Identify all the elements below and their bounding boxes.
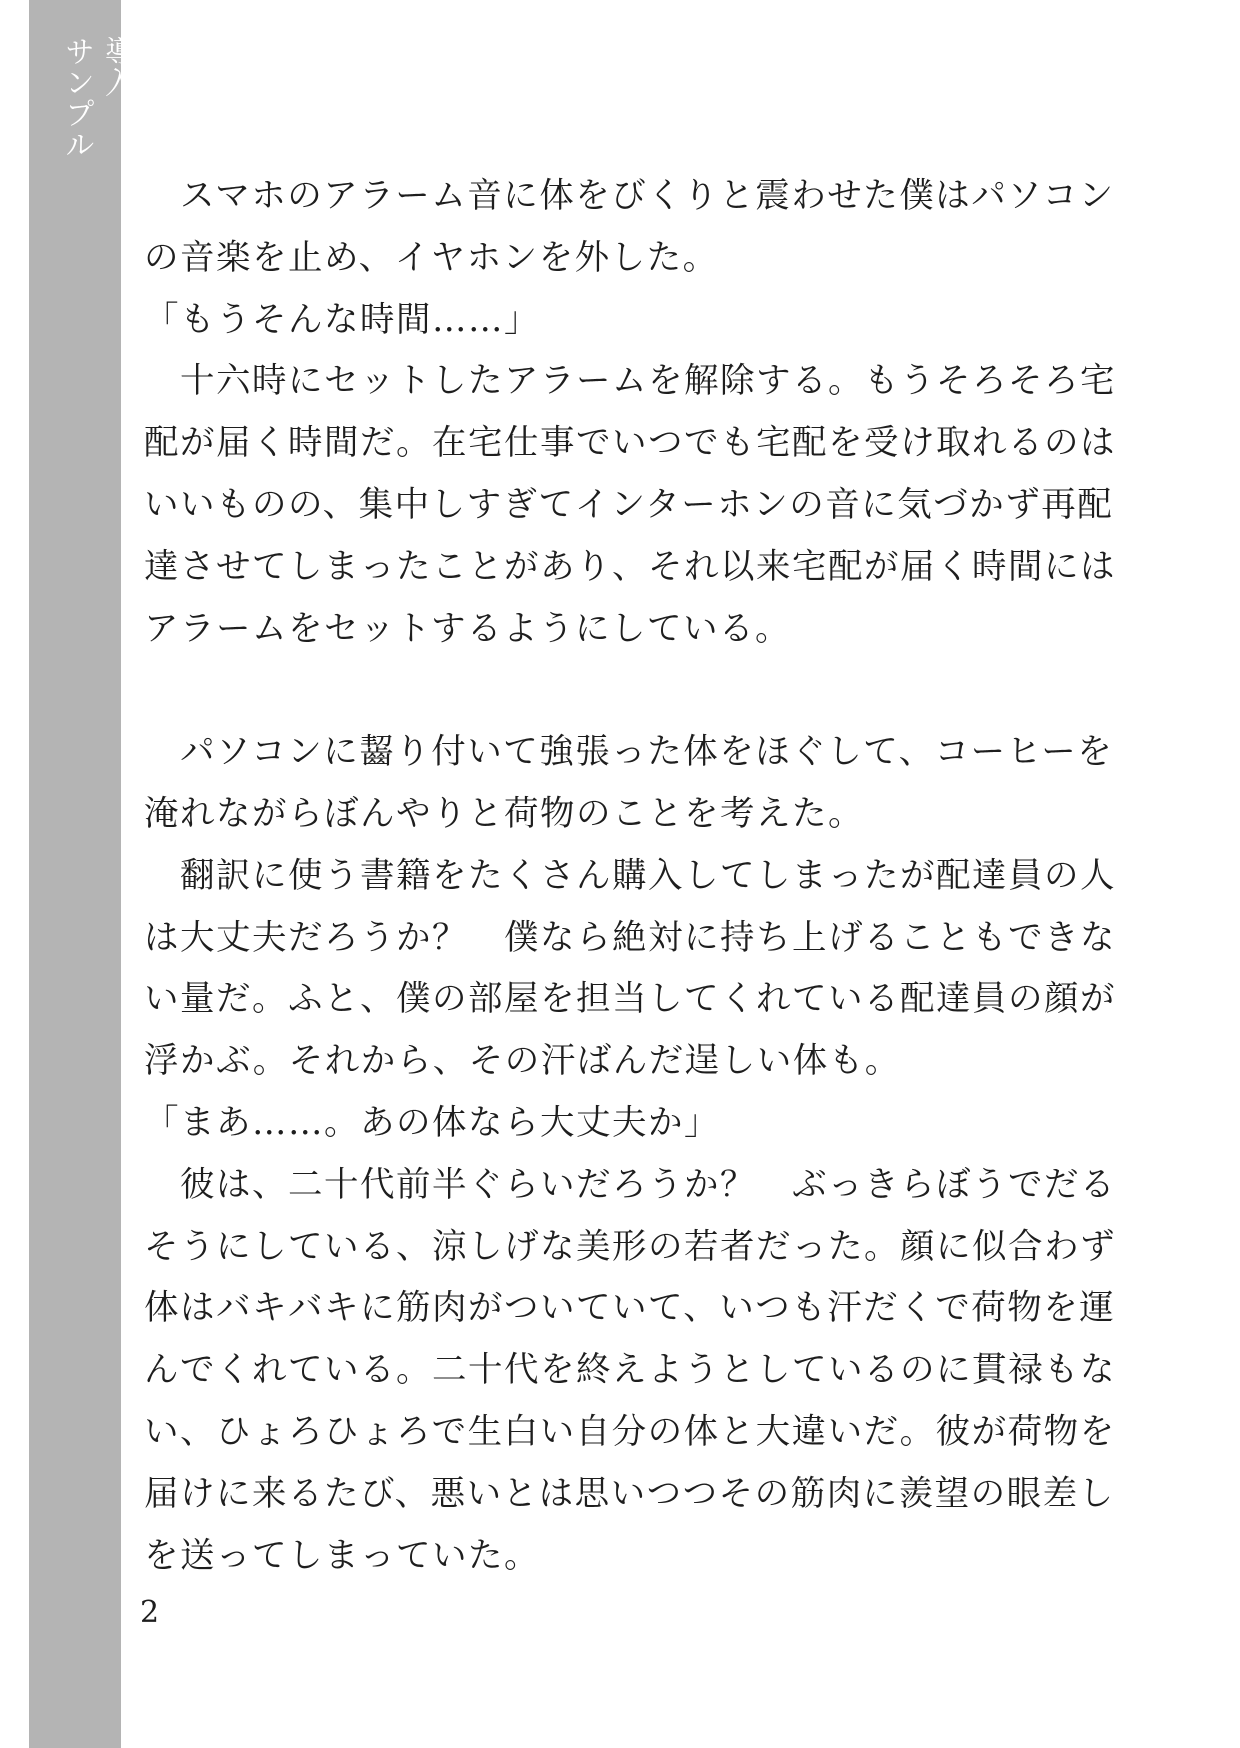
text-line: の音楽を止め、イヤホンを外した。 xyxy=(144,237,719,278)
text-line: 「まあ……。あの体なら大丈夫か」 xyxy=(144,1102,720,1143)
text-line: 十六時にセットしたアラームを解除する。もうそろそろ宅 xyxy=(144,361,1116,402)
text-line: そうにしている、涼しげな美形の若者だった。顔に似合わず xyxy=(144,1226,1116,1267)
text-line: 翻訳に使う書籍をたくさん購入してしまったが配達員の人 xyxy=(144,855,1116,896)
text-line: い量だ。ふと、僕の部屋を担当してくれている配達員の顔が xyxy=(144,979,1116,1020)
tab-label-intro: 導入 xyxy=(99,36,134,98)
text-line: い、ひょろひょろで生白い自分の体と大違いだ。彼が荷物を xyxy=(144,1411,1116,1452)
text-line: スマホのアラーム音に体をびくりと震わせた僕はパソコン xyxy=(144,176,1115,216)
section-tab xyxy=(29,0,134,205)
blank-line xyxy=(144,660,1100,722)
text-line: 体はバキバキに筋肉がついていて、いつも汗だくで荷物を運 xyxy=(144,1288,1116,1329)
text-line: んでくれている。二十代を終えようとしているのに貫禄もな xyxy=(144,1350,1116,1391)
text-line: 淹れながらぼんやりと荷物のことを考えた。 xyxy=(144,793,864,834)
tab-label-sample: サンプル xyxy=(59,36,94,160)
text-line: 「もうそんな時間……」 xyxy=(144,299,540,340)
text-line: 届けに来るたび、悪いとは思いつつその筋肉に羨望の眼差し xyxy=(144,1473,1115,1514)
text-line: 彼は、二十代前半ぐらいだろうか？ ぶっきらぼうでだる xyxy=(144,1164,1116,1205)
text-line: 達させてしまったことがあり、それ以来宅配が届く時間には xyxy=(144,546,1116,587)
text-line: 配が届く時間だ。在宅仕事でいつでも宅配を受け取れるのは xyxy=(144,423,1116,464)
text-line: いいものの、集中しすぎてインターホンの音に気づかず再配 xyxy=(144,484,1114,525)
side-strip xyxy=(29,0,121,1748)
page-number: 2 xyxy=(140,1595,160,1630)
text-line: は大丈夫だろうか？ 僕なら絶対に持ち上げることもできな xyxy=(144,917,1116,958)
text-line: パソコンに齧り付いて強張った体をほぐして、コーヒーを xyxy=(144,732,1114,773)
text-line: 浮かぶ。それから、その汗ばんだ逞しい体も。 xyxy=(144,1041,901,1082)
text-line: を送ってしまっていた。 xyxy=(144,1535,540,1576)
page-body xyxy=(144,166,1116,1587)
text-line: アラームをセットするようにしている。 xyxy=(144,608,791,649)
